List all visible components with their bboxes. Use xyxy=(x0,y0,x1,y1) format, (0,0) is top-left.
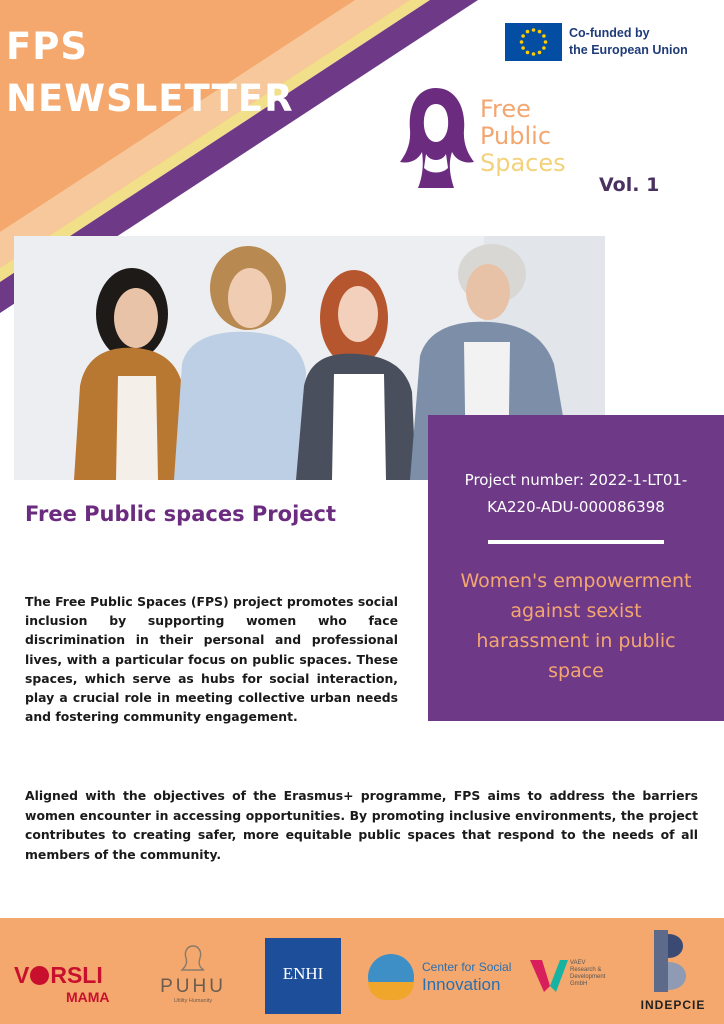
logo-word-public: Public xyxy=(480,122,552,150)
indepcie-in: IN xyxy=(640,998,655,1012)
project-number-line2: KA220-ADU-000086398 xyxy=(487,498,665,516)
vaev-line3: Development xyxy=(570,974,606,980)
woman-silhouette-icon xyxy=(396,82,478,192)
vaev-line2: Research & xyxy=(570,967,602,973)
partner-logo-vaev xyxy=(528,956,628,1000)
divider-line xyxy=(488,540,664,544)
eu-cofunded-label xyxy=(569,25,688,59)
vaev-line4: GmbH xyxy=(570,981,588,987)
eu-label-line1: Co-funded by xyxy=(569,26,650,40)
puhu-utility: Utility xyxy=(173,998,188,1004)
verslimama-globe-icon xyxy=(30,966,49,985)
partner-logo-enhi xyxy=(265,938,341,1014)
project-number-line1: Project number: 2022-1-LT01- xyxy=(464,471,688,489)
verslimama-v: V xyxy=(14,962,30,988)
partner-logo-verslimama xyxy=(14,962,124,1005)
eu-label-line2: the European Union xyxy=(569,43,688,57)
vaev-line1: VAEV xyxy=(570,960,586,966)
tagline-line1: Women's empowerment xyxy=(460,570,692,592)
newsletter-title-line1: FPS xyxy=(6,25,89,68)
intro-paragraph: The Free Public Spaces (FPS) project promotes social inclusion by supporting women who face discrimination in their personal and professional lives, with a particular focus on public spaces. These spaces, which serve as hubs for social interaction, play a crucial role in meeting collective urban needs and fostering community engagement. xyxy=(25,594,398,725)
csi-circle-icon xyxy=(368,954,414,1000)
partner-logo-puhu xyxy=(148,944,238,1004)
csi-line2: Innovation xyxy=(422,975,501,994)
verslimama-rsli: RSLI xyxy=(50,962,103,988)
logo-word-free: Free xyxy=(480,95,531,123)
partner-footer xyxy=(0,918,724,1024)
project-tagline xyxy=(438,566,714,686)
puhu-bird-icon xyxy=(178,944,208,972)
puhu-humanity: Humanity xyxy=(188,998,213,1004)
tagline-line2: against sexist xyxy=(510,600,642,622)
indepcie-depcie: DEPCIE xyxy=(654,998,706,1012)
tagline-line3: harassment in public xyxy=(476,630,676,652)
enhi-name: ENHI xyxy=(282,964,324,983)
project-number xyxy=(438,467,714,521)
erasmus-paragraph: Aligned with the objectives of the Erasmus+ programme, FPS aims to address the barriers women encounter in accessing opportunities. By promoting inclusive environments, the project contributes to creating safer, more equitable public spaces that respond to the needs of all members of the community. xyxy=(25,788,698,862)
verslimama-mama: MAMA xyxy=(66,989,110,1005)
puhu-name: PUHU xyxy=(160,976,226,997)
eu-flag-icon xyxy=(505,23,562,61)
logo-word-spaces: Spaces xyxy=(480,149,566,177)
newsletter-title-line2: NEWSLETTER xyxy=(6,77,294,120)
partner-logo-indepcie xyxy=(626,928,720,1012)
volume-label: Vol. 1 xyxy=(599,174,660,196)
indepcie-mark-icon xyxy=(648,928,698,994)
vaev-v-icon xyxy=(528,956,568,996)
section-title: Free Public spaces Project xyxy=(25,502,336,526)
csi-line1: Center for Social xyxy=(422,960,512,974)
tagline-line4: space xyxy=(548,660,604,682)
